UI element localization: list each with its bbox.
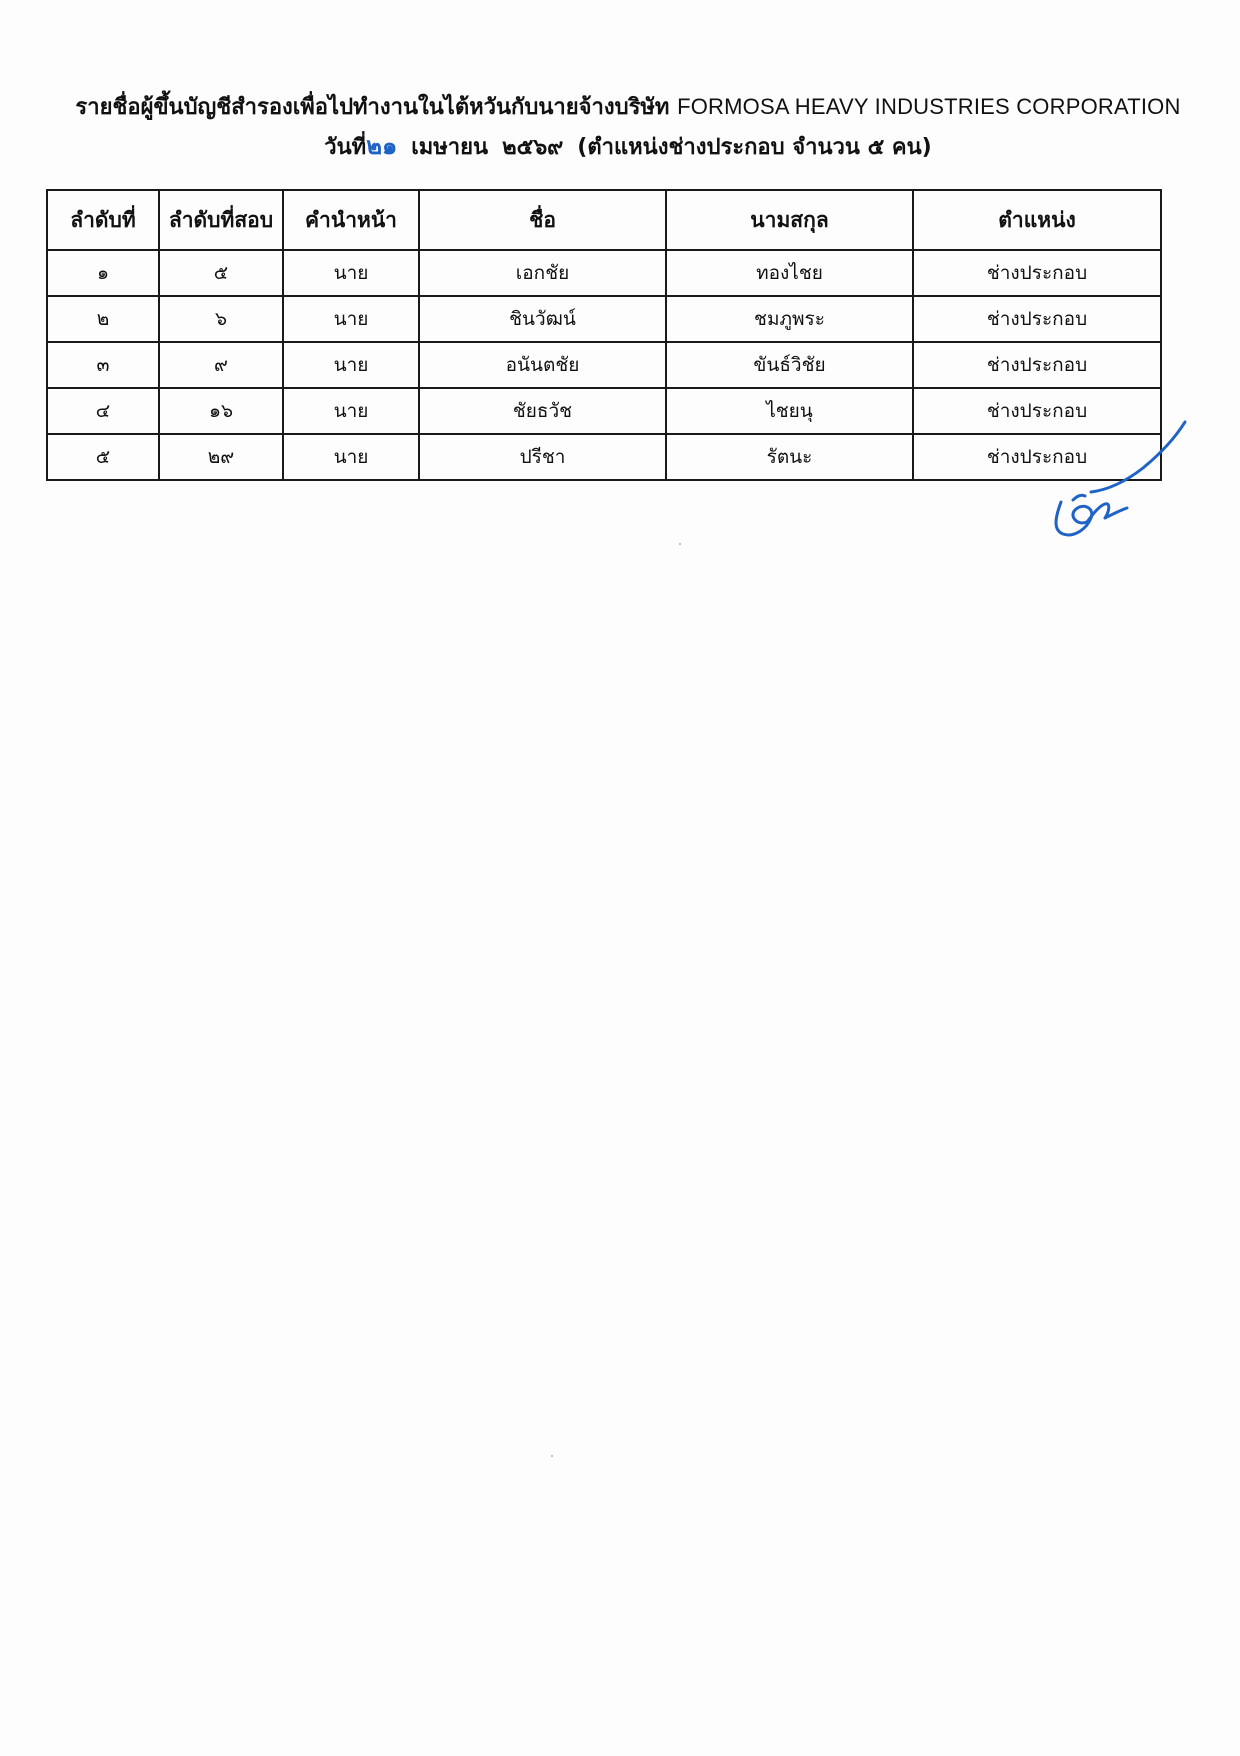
cell-order: ๕ [47,434,159,480]
cell-last-name: ชมภูพระ [666,296,913,342]
cell-exam-order: ๒๙ [159,434,283,480]
cell-first-name: ชินวัฒน์ [419,296,666,342]
document-subtitle [8,131,1240,163]
table-row [47,250,1161,296]
date-year: ๒๕๖๙ [502,135,564,160]
date-day: ๒๑ [366,132,398,160]
header-exam-order: ลำดับที่สอบ [159,190,283,250]
cell-prefix: นาย [283,388,419,434]
cell-position: ช่างประกอบ [913,434,1161,480]
cell-first-name: ปรีชา [419,434,666,480]
cell-last-name: ทองไชย [666,250,913,296]
date-prefix: วันที่ [324,135,367,160]
header-first-name: ชื่อ [419,190,666,250]
cell-exam-order: ๑๖ [159,388,283,434]
table-row [47,434,1161,480]
scan-speck [551,1455,553,1457]
cell-first-name: ชัยธวัช [419,388,666,434]
cell-exam-order: ๙ [159,342,283,388]
header-order: ลำดับที่ [47,190,159,250]
cell-last-name: ไชยนุ [666,388,913,434]
cell-exam-order: ๕ [159,250,283,296]
header-last-name: นามสกุล [666,190,913,250]
table-row [47,342,1161,388]
header-position: ตำแหน่ง [913,190,1161,250]
cell-prefix: นาย [283,434,419,480]
cell-order: ๓ [47,342,159,388]
cell-prefix: นาย [283,342,419,388]
title-company-name: FORMOSA HEAVY INDUSTRIES CORPORATION [677,94,1181,119]
cell-exam-order: ๖ [159,296,283,342]
title-thai-text: รายชื่อผู้ขึ้นบัญชีสำรองเพื่อไปทำงานในไต้หวันกับนายจ้างบริษัท [75,95,670,120]
candidate-table [46,189,1162,481]
scan-speck [679,543,681,545]
cell-position: ช่างประกอบ [913,250,1161,296]
position-count-note: (ตำแหน่งช่างประกอบ จำนวน ๕ คน) [577,135,932,160]
cell-prefix: นาย [283,250,419,296]
table-row [47,296,1161,342]
cell-position: ช่างประกอบ [913,296,1161,342]
cell-order: ๒ [47,296,159,342]
cell-last-name: รัตนะ [666,434,913,480]
table-header-row [47,190,1161,250]
table-row [47,388,1161,434]
cell-order: ๑ [47,250,159,296]
cell-first-name: อนันตชัย [419,342,666,388]
date-month: เมษายน [411,135,489,160]
document-title [8,92,1240,123]
cell-last-name: ขันธ์วิชัย [666,342,913,388]
cell-first-name: เอกชัย [419,250,666,296]
signature-scribble [1025,418,1195,548]
cell-position: ช่างประกอบ [913,388,1161,434]
cell-position: ช่างประกอบ [913,342,1161,388]
cell-order: ๔ [47,388,159,434]
header-prefix: คำนำหน้า [283,190,419,250]
cell-prefix: นาย [283,296,419,342]
